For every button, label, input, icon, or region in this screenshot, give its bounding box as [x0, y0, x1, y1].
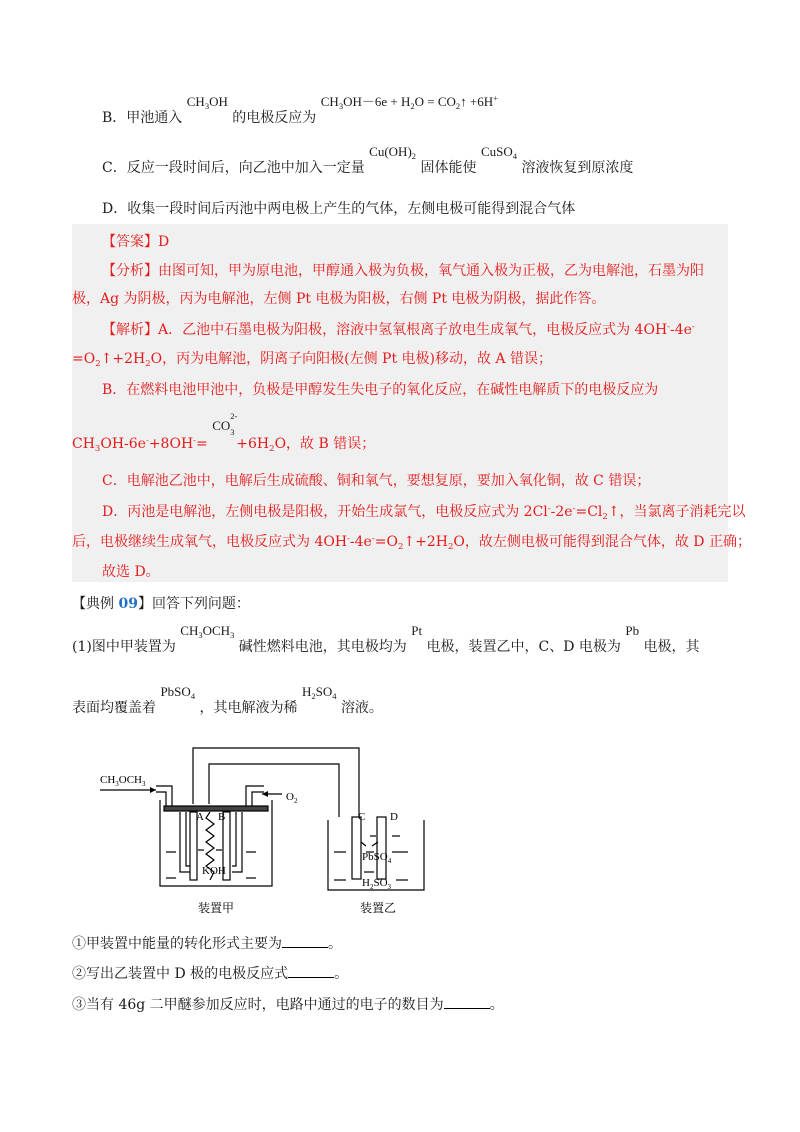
option-d: D．收集一段时间后丙池中两电极上产生的气体，左侧电极可能得到混合气体	[102, 201, 576, 217]
diagram-caption-left: 装置甲	[198, 901, 235, 915]
option-b-equation: $CH_3OH-6e + H_2O$ = $CO_2↑ +6H^+$	[320, 93, 498, 111]
explain-a-line-1: 【解析】A．乙池中石墨电极为阳极，溶液中氢氧根离子放电生成氧气，电极反应式为 4OH--4e-	[102, 322, 695, 338]
sub-question-2: ②写出乙装置中 D 极的电极反应式 。	[72, 966, 349, 982]
answer-blank-3[interactable]	[444, 997, 490, 1009]
sub-question-1: ①甲装置中能量的转化形式主要为 。	[72, 936, 342, 952]
option-b: B．甲池通入 $CH_3OH$ 的电极反应为 $CH_3OH-6e + H_2O$ = $CO_2↑ +6H^+$	[102, 93, 498, 126]
pb-symbol: Pb	[625, 623, 640, 638]
answer-blank-2[interactable]	[288, 966, 334, 978]
diagram-electrode-c: C	[358, 811, 366, 823]
option-c: C．反应一段时间后，向乙池中加入一定量 $Cu(OH)_2$ 固体能使 CuSO$_4$ 溶液恢复到原浓度	[102, 144, 634, 176]
dimethyl-ether-formula: $CH_3OCH_3$	[180, 623, 235, 640]
answer-blank-1[interactable]	[282, 936, 328, 948]
cuso4-formula: CuSO$_4$	[480, 144, 517, 161]
methanol-formula: $CH_3OH$	[186, 94, 228, 111]
diagram-coating-label: PbSO$_4$	[362, 851, 392, 865]
pt-symbol: Pt	[411, 623, 423, 638]
example-heading: 【典例 09】回答下列问题：	[72, 596, 250, 612]
diagram-electrolyte-label: $H_2SO_3$	[362, 877, 392, 891]
diagram-gas-in-label: $CH_3OCH_3$	[100, 774, 146, 788]
diagram-oxygen-label: $O_2$	[286, 791, 298, 805]
diagram-electrode-a: A	[196, 811, 204, 823]
analysis-line-2: 极，Ag 为阴极，丙为电解池，左侧 Pt 电极为阳极，右侧 Pt 电极为阴极，据此作答。	[72, 291, 606, 307]
carbonate-formula: CO 2- 3	[212, 411, 238, 437]
explain-d-line-1: D．丙池是电解池，左侧电极是阳极，开始生成氯气，电极反应式为 $2Cl^--2e^-=Cl_2↑$，当氯离子消耗完以	[102, 504, 746, 522]
explain-d-line-2: 后，电极继续生成氧气，电极反应式为 $4OH^--4e^-=O_2↑+2H_2O$，故左侧电极可能得到混合气体，故 D 正确；	[72, 534, 751, 552]
cu-hydroxide-formula: $Cu(OH)_2$	[369, 144, 417, 161]
diagram-electrode-b: B	[218, 811, 226, 823]
explain-c-line: C．电解池乙池中，电解后生成硫酸、铜和氧气，要想复原，要加入氧化铜，故 C 错误；	[102, 473, 651, 489]
apparatus-diagram	[96, 740, 456, 920]
explain-b-line-2: $CH_3OH-6e^-+8OH^-=$ CO 2- 3 $+6H_2O$，故 B 错误；	[72, 411, 376, 454]
explain-a-line-2: $=O_2↑+2H_2O$，丙为电解池，阴离子向阳极(左侧 Pt 电极)移动，故 A 错误；	[72, 351, 552, 369]
diagram-caption-right: 装置乙	[360, 901, 397, 915]
question-1-line-2: 表面均覆盖着 PbSO$_4$ ，其电解液为稀 $H_2SO_4$ 溶液。	[72, 684, 383, 716]
pbso4-formula: PbSO$_4$	[160, 684, 196, 701]
conclusion-line: 故选 D。	[102, 564, 160, 580]
diagram-electrode-d: D	[390, 811, 398, 823]
analysis-line-1: 【分析】由图可知，甲为原电池，甲醇通入极为负极，氧气通入极为正极，乙为电解池，石墨为阳	[102, 263, 704, 279]
question-1-line-1: (1)图中甲装置为 $CH_3OCH_3$ 碱性燃料电池，其电极均为 Pt 电极，装置乙中，C、D 电极为 Pb 电极，其	[72, 623, 700, 655]
sub-question-3: ③当有 46g 二甲醚参加反应时，电路中通过的电子的数目为 。	[72, 997, 504, 1013]
diagram-koh-label: KOH	[202, 865, 226, 877]
explain-b-line-1: B．在燃料电池甲池中，负极是甲醇发生失电子的氧化反应，在碱性电解质下的电极反应为	[102, 382, 659, 398]
h2so4-formula: $H_2SO_4$	[301, 684, 337, 701]
answer-line: 【答案】D	[102, 234, 170, 250]
